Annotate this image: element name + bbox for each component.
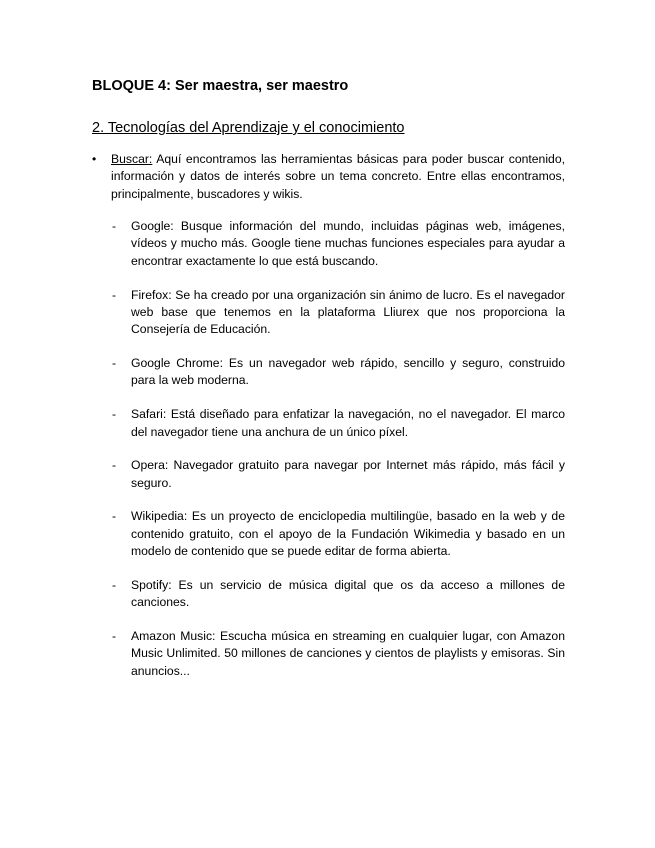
list-item-text: Firefox: Se ha creado por una organización sin ánimo de lucro. Es el navegador web base que tenemos en la plataforma Lliurex que nos proporciona la Consejería de Educación. <box>131 287 565 337</box>
list-item-spotify <box>112 577 565 612</box>
list-item-text: Google: Busque información del mundo, incluidas páginas web, imágenes, vídeos y mucho más. Google tiene muchas funciones especiales para ayudar a encontrar exactamente lo que está buscando. <box>131 219 565 268</box>
bullet-head: Buscar: <box>111 152 153 166</box>
bullet-item-buscar <box>92 151 565 203</box>
list-item-opera <box>112 457 565 492</box>
list-item-text: Opera: Navegador gratuito para navegar por Internet más rápido, más fácil y seguro. <box>131 458 565 490</box>
list-item-text: Wikipedia: Es un proyecto de enciclopedia multilingüe, basado en la web y de contenido gratuito, con el apoyo de la Fundación Wikimedia y basado en un modelo de contenido que se puede editar de forma abierta. <box>131 509 565 559</box>
list-item-text: Spotify: Es un servicio de música digital que os da acceso a millones de canciones. <box>131 577 565 610</box>
list-dash: - <box>112 356 117 371</box>
list-item-firefox <box>112 287 565 339</box>
list-dash: - <box>112 407 117 422</box>
list-dash: - <box>112 628 117 643</box>
list-item-text: Safari: Está diseñado para enfatizar la navegación, no el navegador. El marco del navegador tiene una anchura de un único píxel. <box>131 407 565 439</box>
list-dash: - <box>112 287 117 302</box>
bullet-body: Aquí encontramos las herramientas básicas para poder buscar contenido, información y datos de interés sobre un tema concreto. Entre ellas encontramos, principalmente, buscadores y wikis. <box>111 152 565 201</box>
list-dash: - <box>112 509 117 524</box>
list-item-google-chrome <box>112 355 565 390</box>
list-dash: - <box>112 219 117 233</box>
list-item-google <box>112 218 565 270</box>
block-title: BLOQUE 4: Ser maestra, ser maestro <box>92 78 349 94</box>
section-title: 2. Tecnologías del Aprendizaje y el conocimiento <box>92 120 405 136</box>
bullet-marker: • <box>92 152 97 166</box>
list-dash: - <box>112 577 117 592</box>
list-item-wikipedia <box>112 508 565 560</box>
list-item-text: Google Chrome: Es un navegador web rápido, sencillo y seguro, construido para la web moderna. <box>131 356 565 388</box>
list-dash: - <box>112 458 117 473</box>
list-item-amazon-music <box>112 628 565 680</box>
list-item-text: Amazon Music: Escucha música en streaming en cualquier lugar, con Amazon Music Unlimited. 50 millones de canciones y cientos de playlists y emisoras. Sin anuncios... <box>131 628 565 678</box>
list-item-safari <box>112 406 565 441</box>
tools-list <box>112 218 565 697</box>
bullet-text <box>111 151 565 203</box>
